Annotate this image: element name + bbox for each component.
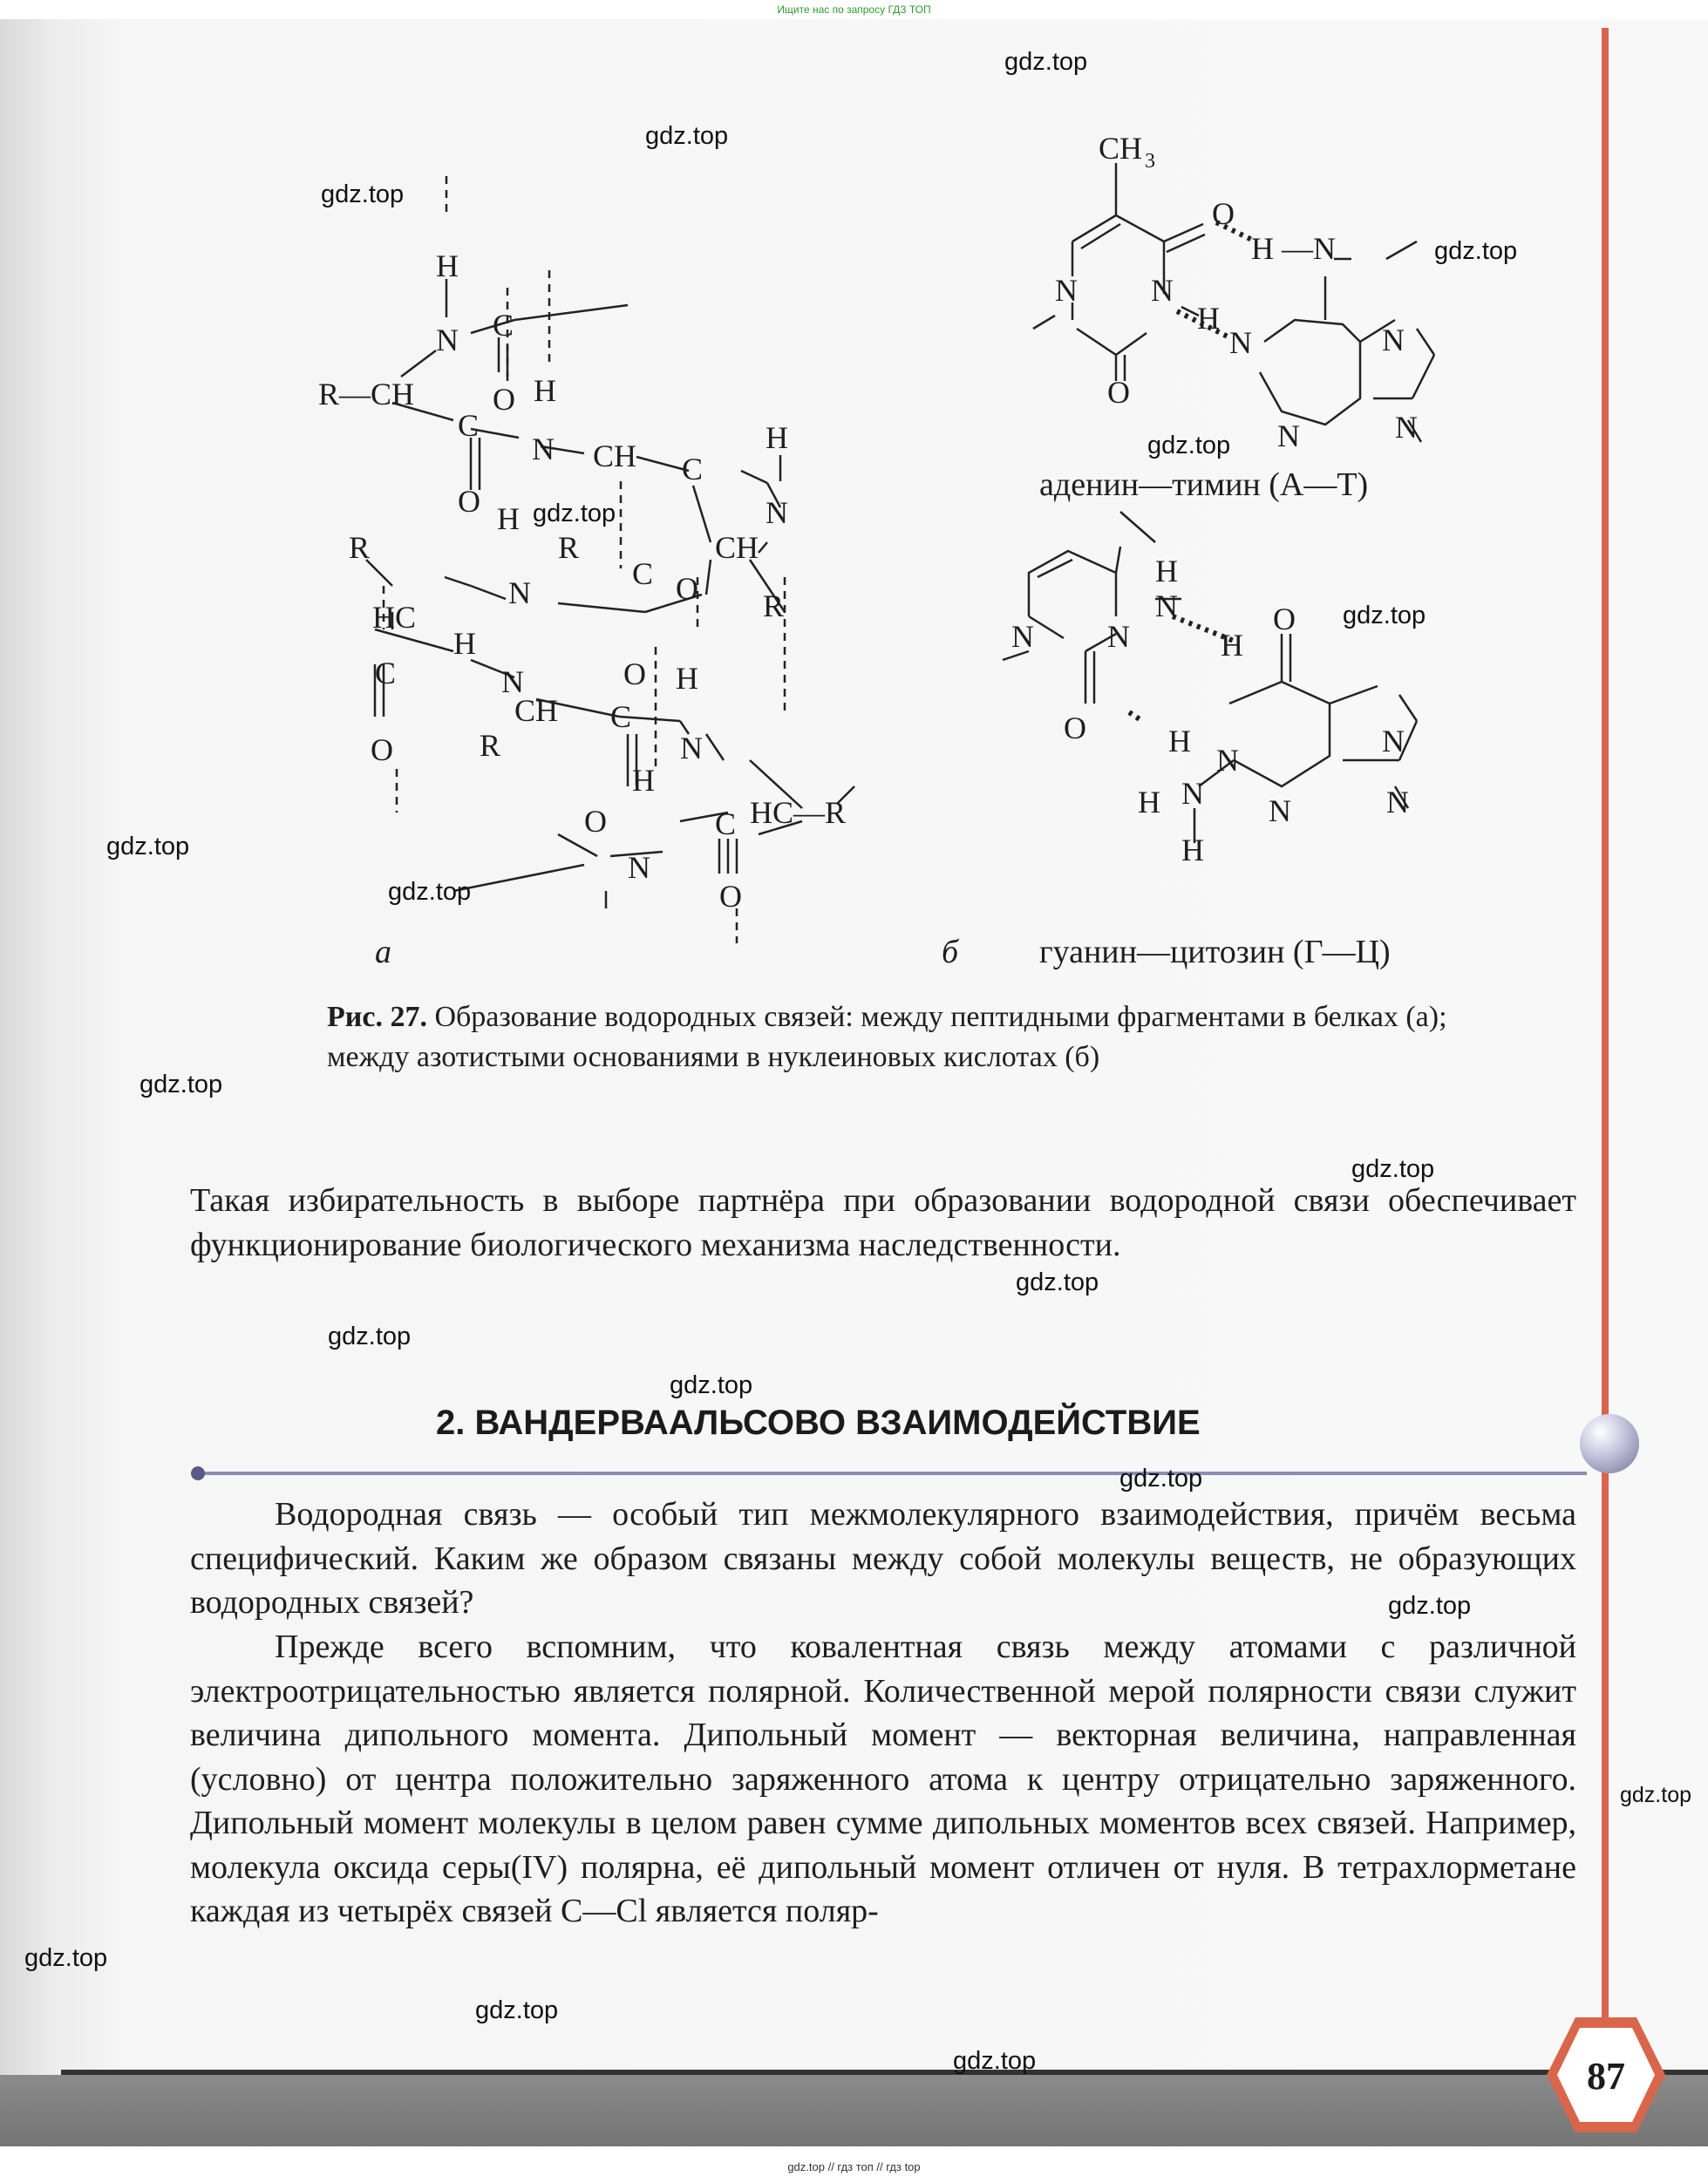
pair-guanine-cytosine: гуанин—цитозин (Г—Ц) [1039,934,1391,970]
svg-text:N: N [1151,273,1174,308]
svg-text:H: H [632,763,655,798]
figure-caption [327,997,1460,1078]
svg-text:N: N [1216,743,1239,778]
svg-text:N: N [628,850,650,885]
paragraph-hydrogen-bond: Водородная связь — особый тип межмолекулярного взаимодействия, причём весьма специфический. Каким же образом связаны между собой молекулы веществ, не образующих водородных связей? [190,1496,1576,1621]
watermark: gdz.top [1016,1268,1099,1296]
svg-text:R: R [349,530,371,565]
watermark: gdz.top [1004,48,1088,76]
figure-label-b: б [942,934,959,970]
svg-text:O: O [1212,196,1235,231]
svg-text:N: N [532,432,555,466]
svg-text:C: C [610,699,632,734]
svg-text:O: O [676,571,698,606]
section-rule-dot [191,1466,205,1480]
svg-text:H: H [436,248,459,283]
svg-text:O: O [1064,711,1086,745]
svg-text:H: H [534,373,556,408]
watermark: gdz.top [1388,1592,1472,1620]
svg-text:N: N [1395,410,1418,445]
svg-text:CH: CH [715,530,759,565]
svg-text:HC: HC [372,600,417,635]
svg-text:R: R [558,530,580,565]
section-rule [196,1472,1587,1475]
section-heading [436,1404,1201,1443]
figure-27a-peptide-bonds [296,176,994,961]
watermark: gdz.top [106,833,190,860]
svg-text:N: N [1386,785,1409,819]
svg-text:N: N [1382,724,1405,758]
watermark: gdz.top [321,180,405,208]
svg-text:N: N [1155,588,1178,623]
section-number: 2. [436,1404,466,1442]
section-bullet-sphere [1580,1414,1639,1473]
svg-text:N: N [1011,619,1034,654]
figure-label-a: а [375,934,391,970]
paragraph-dipole-moment: Прежде всего вспомним, что ковалентная связь между атомами с различной электроотрицательностью является полярной. Количественной мерой полярности связи служит величина дипольного момента. Дипольный момент — векторная величина, направленная (условно) от центра положительно заряженного атома к центру отрицательно заряженного. Дипольный момент молекулы в целом равен сумме дипольных моментов всех связей. Например, молекула оксида серы(IV) полярна, её дипольный момент отличен от нуля. В тетрахлорметане каждая из четырёх связей C—Cl является поляр- [190,1629,1576,1929]
figure-caption-text: Образование водородных связей: между пептидными фрагментами в белках (а); между азотистыми основаниями в нуклеиновых кислотах (б) [327,1001,1447,1073]
page-number: 87 [1587,2055,1625,2098]
watermark: gdz.top [388,878,472,906]
svg-text:N: N [1055,273,1078,308]
svg-text:C: C [458,408,480,443]
svg-text:H: H [1138,785,1160,819]
watermark: gdz.top [533,500,616,527]
svg-text:H: H [1168,724,1191,758]
svg-text:N: N [680,731,703,765]
top-banner: Ищите нас по запросу ГДЗ ТОП [777,3,931,16]
watermark: gdz.top [475,1996,559,2024]
svg-text:H: H [1197,301,1220,336]
svg-text:N: N [1181,776,1204,811]
svg-text:O: O [1107,375,1130,410]
figure-caption-prefix: Рис. 27. [327,1001,427,1033]
svg-text:O: O [584,804,607,839]
footer-strip [0,2075,1708,2146]
svg-text:—N: —N [1282,231,1336,266]
watermark: gdz.top [328,1323,412,1350]
watermark: gdz.top [1351,1155,1435,1183]
svg-text:HC—R: HC—R [750,795,847,830]
watermark: gdz.top [24,1944,108,1972]
watermark: gdz.top [670,1371,753,1399]
watermark: gdz.top [1620,1783,1692,1807]
svg-text:O: O [1273,602,1296,636]
svg-text:H: H [453,626,476,661]
svg-text:R—CH: R—CH [318,377,415,411]
watermark: gdz.top [1147,432,1231,459]
svg-text:H: H [1251,231,1274,266]
svg-text:N: N [501,664,524,699]
svg-text:H: H [497,501,520,536]
svg-text:H: H [676,661,698,696]
svg-text:3: 3 [1145,150,1155,173]
svg-text:C: C [493,308,514,343]
svg-text:C: C [715,806,737,841]
svg-text:O: O [458,484,480,519]
svg-text:N: N [1107,619,1130,654]
svg-text:H: H [1181,833,1204,867]
svg-text:O: O [493,382,515,417]
svg-text:H: H [1221,628,1243,663]
svg-text:N: N [1277,418,1300,453]
watermark: gdz.top [1434,237,1518,265]
pair-adenine-thymine: аденин—тимин (А—Т) [1039,466,1369,503]
svg-text:H: H [766,420,788,455]
watermark: gdz.top [1119,1465,1203,1493]
svg-text:R: R [480,728,501,763]
margin-rule [1602,28,1609,2059]
paragraph-selectivity: Такая избирательность в выборе партнёра при образовании водородной связи обеспечивает функционирование биологического механизма наследственности. [190,1182,1576,1263]
watermark: gdz.top [645,122,729,150]
svg-text:C: C [375,656,397,690]
svg-text:O: O [371,732,393,767]
svg-text:N: N [1229,325,1252,360]
svg-text:N: N [508,575,531,610]
svg-text:N: N [1382,323,1405,357]
svg-text:CH: CH [514,693,559,728]
svg-text:R: R [763,588,785,623]
svg-text:N: N [436,323,459,357]
svg-text:CH: CH [1099,131,1143,166]
book-page [0,19,1708,2146]
watermark: gdz.top [139,1071,223,1098]
svg-text:N: N [766,495,788,530]
watermark: gdz.top [1343,602,1426,629]
bottom-banner: gdz.top // гдз топ // гдз top [787,2160,921,2173]
svg-text:O: O [623,656,646,691]
svg-text:N: N [1269,793,1291,828]
svg-text:C: C [682,452,704,486]
section-title: ВАНДЕРВААЛЬСОВО ВЗАИМОДЕЙСТВИЕ [474,1404,1201,1442]
svg-text:O: O [719,879,742,914]
page-number-badge [1545,2014,1667,2136]
svg-text:H: H [1155,554,1178,588]
svg-text:CH: CH [593,439,637,473]
svg-text:C: C [632,556,654,591]
watermark: gdz.top [953,2047,1037,2075]
